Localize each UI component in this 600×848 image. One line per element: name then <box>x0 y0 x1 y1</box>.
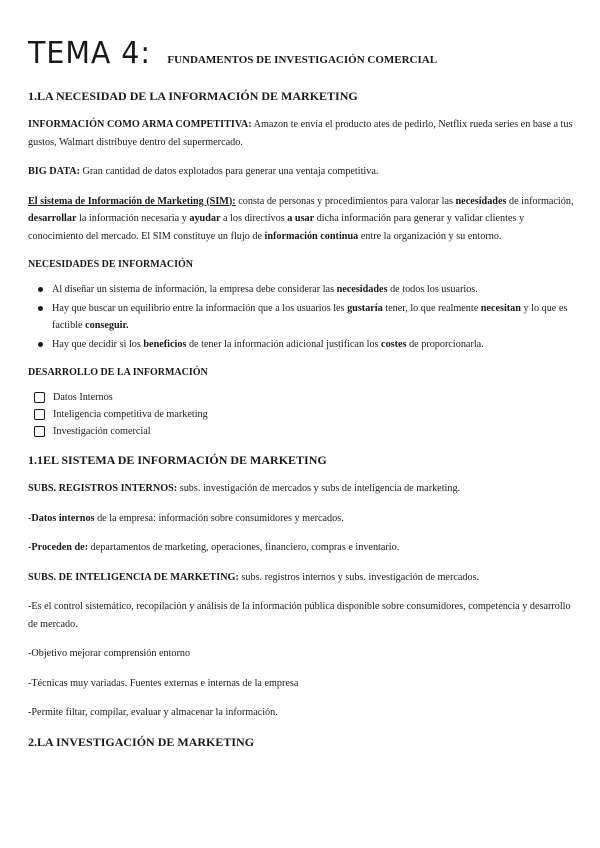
paragraph-arma-competitiva <box>28 116 578 151</box>
text-run: consta de personas y procedimientos para valorar las <box>235 195 456 207</box>
section-heading-1-1: 1.1EL SISTEMA DE INFORMACIÓN DE MARKETING <box>28 453 327 467</box>
checklist-label: Inteligencia competitiva de marketing <box>53 408 208 420</box>
section-heading-1: 1.LA NECESIDAD DE LA INFORMACIÓN DE MARKETING <box>28 89 358 103</box>
term-label: BIG DATA: <box>28 166 80 177</box>
text-run: - <box>28 542 32 553</box>
paragraph-permite: -Permite filtar, compilar, evaluar y almacenar la información. <box>28 707 278 718</box>
paragraph-text: Gran cantidad de datos explotados para generar una ventaja competitiva. <box>79 166 379 177</box>
paragraph-proceden <box>28 539 578 557</box>
paragraph-text: subs. investigación de mercados y subs de inteligencia de marketing. <box>177 483 461 494</box>
checkbox-icon[interactable] <box>34 392 45 403</box>
checklist-item[interactable] <box>34 406 578 423</box>
checkbox-icon[interactable] <box>34 409 45 420</box>
list-item <box>38 336 578 354</box>
text-run: beneficios <box>143 338 187 350</box>
text-run: y lo que es factible <box>52 302 568 331</box>
checklist-label: Datos Internos <box>53 391 113 403</box>
text-run: de proporcionarla. <box>406 338 484 350</box>
checklist-label: Investigación comercial <box>53 425 151 437</box>
text-run: desarrollar <box>28 213 77 224</box>
term-label: Datos internos <box>31 512 95 524</box>
text-run: dicha información para generar y validar clientes y conocimiento del mercado. El SIM constituye un flujo de <box>28 213 525 242</box>
checklist-item[interactable] <box>34 389 578 406</box>
text-run: Al diseñar un sistema de información, la empresa debe considerar las <box>52 284 337 295</box>
checklist <box>28 389 578 440</box>
text-run: tener, lo que realmente <box>382 302 481 314</box>
paragraph-tecnicas: -Técnicas muy variadas. Fuentes externas e internas de la empresa <box>28 677 299 689</box>
document-header <box>28 36 437 71</box>
bullet-list <box>28 281 578 353</box>
text-run: gustaría <box>347 302 383 314</box>
text-run: de todos los usuarios. <box>387 284 478 295</box>
paragraph-objetivo: -Objetivo mejorar comprensión entorno <box>28 648 191 659</box>
text-run: - <box>28 512 32 524</box>
term-label: INFORMACIÓN COMO ARMA COMPETITIVA: <box>28 119 252 130</box>
paragraph-control: -Es el control sistemático, recopilación y análisis de la información pública disponible sobre consumidores, competencia y desarrollo de mercado. <box>28 601 571 630</box>
paragraph-text: Amazon te envía el producto ates de pedirlo, Netflix rueda series en base a tus gustos, Walmart distribuye dentro del supermercado. <box>28 119 573 148</box>
paragraph-text: departamentos de marketing, operaciones, financiero, compras e inventario. <box>88 542 400 553</box>
term-label: Proceden de: <box>31 542 89 553</box>
paragraph-text: subs. registros internos y subs. investigación de mercados. <box>238 571 480 583</box>
paragraph-sim <box>28 193 578 246</box>
topic-subtitle: FUNDAMENTOS DE INVESTIGACIÓN COMERCIAL <box>167 54 438 66</box>
term-label: SUBS. REGISTROS INTERNOS: <box>28 483 178 494</box>
text-run: necesidades <box>455 195 507 207</box>
paragraph-big-data <box>28 163 578 181</box>
term-label: El sistema de Información de Marketing (SIM): <box>28 195 236 207</box>
text-run: a los directivos <box>220 213 288 224</box>
paragraph-inteligencia <box>28 569 578 587</box>
text-run: necesidades <box>336 284 388 295</box>
paragraph-registros-internos <box>28 480 578 498</box>
text-run: la información necesaria y <box>76 213 190 224</box>
topic-title: TEMA 4: <box>28 36 151 71</box>
text-run: de información, <box>506 195 574 207</box>
term-label: SUBS. DE INTELIGENCIA DE MARKETING: <box>28 571 239 583</box>
text-run: ayudar <box>189 213 221 224</box>
text-run: Hay que decidir si los <box>52 338 144 350</box>
paragraph-datos-internos <box>28 510 578 528</box>
list-item <box>38 281 578 299</box>
text-run: información continua <box>264 230 359 242</box>
list-item <box>38 300 578 335</box>
text-run: costes <box>381 338 407 350</box>
checklist-item[interactable] <box>34 423 578 440</box>
paragraph-text: de la empresa: información sobre consumidores y mercados. <box>94 512 344 524</box>
text-run: Hay que buscar un equilibrio entre la información que a los usuarios les <box>52 302 348 314</box>
checkbox-icon[interactable] <box>34 426 45 437</box>
text-run: entre la organización y su entorno. <box>358 230 502 242</box>
text-run: de tener la información adicional justifican los <box>186 338 382 350</box>
document-body <box>28 88 578 762</box>
subheading-desarrollo: DESARROLLO DE LA INFORMACIÓN <box>28 367 208 378</box>
section-heading-2: 2.LA INVESTIGACIÓN DE MARKETING <box>28 734 255 749</box>
text-run: a usar <box>287 213 315 224</box>
text-run: conseguir. <box>85 320 129 331</box>
subheading-necesidades: NECESIDADES DE INFORMACIÓN <box>28 259 194 270</box>
text-run: necesitan <box>480 302 521 314</box>
